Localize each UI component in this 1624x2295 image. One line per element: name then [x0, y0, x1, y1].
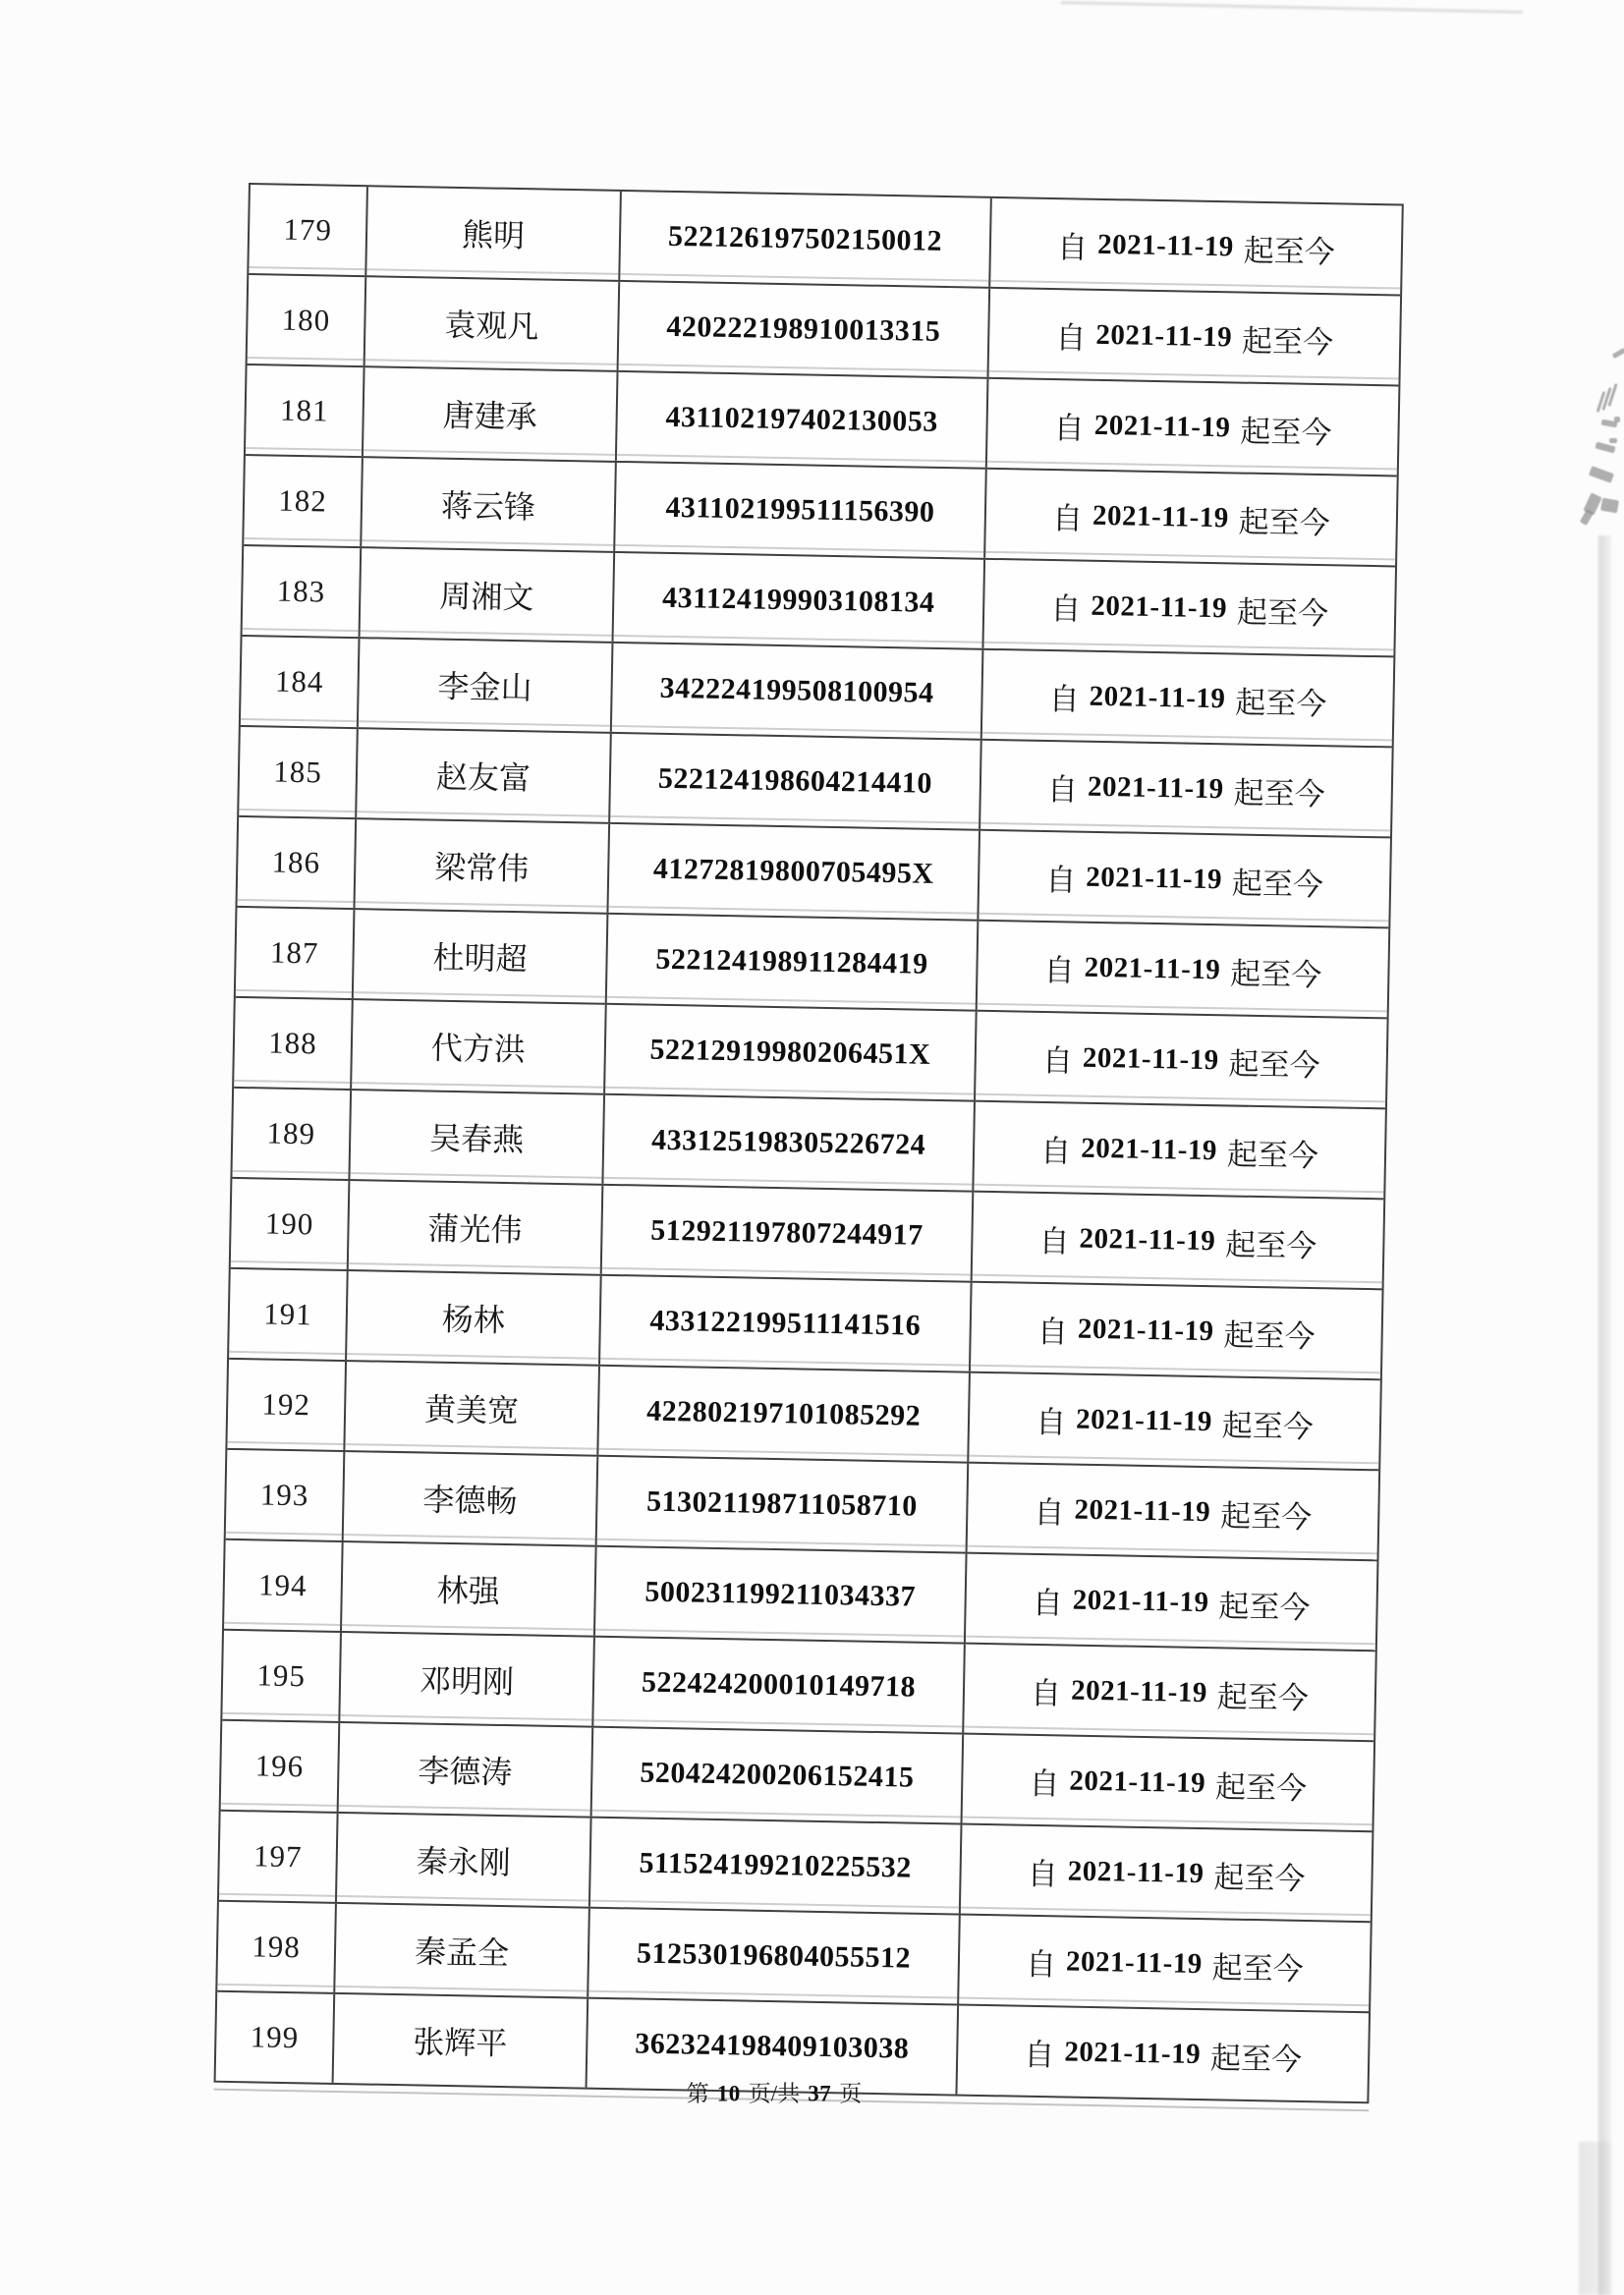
validity-period: 自 2021-11-19 起至今 — [1043, 951, 1322, 992]
scan-artifact-mark — [1609, 438, 1617, 443]
row-index: 195 — [222, 1631, 342, 1721]
person-name: 唐建承 — [364, 367, 619, 461]
validity-period: 自 2021-11-19 起至今 — [1039, 1132, 1319, 1173]
id-number: 362324198409103038 — [588, 1999, 960, 2095]
row-index: 189 — [232, 1089, 352, 1179]
validity-period: 自 2021-11-19 起至今 — [1030, 1674, 1310, 1715]
validity-period: 自 2021-11-19 起至今 — [1036, 1313, 1316, 1354]
validity-period: 自 2021-11-19 起至今 — [1034, 1493, 1313, 1535]
row-index: 183 — [243, 546, 363, 637]
row-index: 184 — [241, 637, 361, 727]
validity-period: 自 2021-11-19 起至今 — [1035, 1403, 1315, 1444]
person-name: 蒲光伟 — [349, 1181, 604, 1274]
row-index: 187 — [236, 908, 356, 998]
row-index: 199 — [216, 1992, 336, 2083]
roster-table — [214, 183, 1404, 2103]
id-number: 513021198711058710 — [597, 1457, 970, 1552]
id-number: 431124199903108134 — [614, 553, 986, 648]
validity-period: 自 2021-11-19 起至今 — [1055, 318, 1334, 360]
scan-artifact-line — [1061, 1, 1523, 14]
row-index: 191 — [229, 1269, 349, 1360]
id-number: 431102199511156390 — [615, 463, 987, 558]
person-name: 杜明超 — [354, 910, 609, 1003]
person-name: 熊明 — [366, 187, 622, 280]
person-name: 邓明刚 — [340, 1633, 595, 1726]
scan-artifact-mark — [1580, 509, 1594, 526]
person-name: 代方洪 — [352, 1000, 607, 1093]
page-footer: 第 10 页/共 37 页 — [686, 2081, 863, 2106]
id-number: 522424200010149718 — [593, 1638, 966, 1733]
row-index: 179 — [249, 185, 368, 275]
person-name: 李金山 — [359, 639, 614, 732]
id-number: 512921197807244917 — [602, 1186, 975, 1281]
scan-artifact-mark — [1612, 348, 1624, 359]
person-name: 袁观凡 — [365, 277, 621, 370]
id-number: 433122199511141516 — [600, 1276, 973, 1371]
person-name: 李德畅 — [344, 1452, 599, 1545]
id-number: 41272819800705495X — [608, 824, 980, 920]
id-number: 522124198604214410 — [610, 734, 982, 829]
validity-period: 自 2021-11-19 起至今 — [1044, 861, 1324, 902]
validity-period: 自 2021-11-19 起至今 — [1046, 770, 1325, 812]
person-name: 吴春燕 — [350, 1091, 605, 1184]
person-name: 张辉平 — [334, 1994, 589, 2088]
row-index: 181 — [246, 365, 365, 456]
row-index: 180 — [248, 275, 367, 365]
scan-artifact-mark — [1589, 466, 1614, 483]
person-name: 林强 — [342, 1542, 597, 1636]
row-index: 186 — [238, 817, 358, 908]
scan-artifact-mark — [1614, 417, 1620, 422]
row-index: 188 — [234, 998, 354, 1089]
person-name: 杨林 — [347, 1271, 602, 1365]
validity-period: 自 2021-11-19 起至今 — [1051, 499, 1331, 540]
validity-period: 自 2021-11-19 起至今 — [1025, 1945, 1305, 1987]
row-index: 197 — [219, 1812, 339, 1902]
id-number: 420222198910013315 — [619, 282, 991, 377]
scan-artifact-mark — [1595, 442, 1615, 454]
validity-period: 自 2021-11-19 起至今 — [1053, 409, 1332, 450]
scan-artifact-band — [1598, 535, 1611, 2295]
validity-period: 自 2021-11-19 起至今 — [1038, 1222, 1317, 1263]
row-index: 198 — [217, 1902, 337, 1992]
row-index: 192 — [227, 1360, 347, 1450]
validity-period: 自 2021-11-19 起至今 — [1032, 1584, 1311, 1625]
person-name: 赵友富 — [357, 729, 612, 822]
person-name: 秦孟全 — [335, 1904, 590, 1997]
id-number: 512530196804055512 — [588, 1909, 961, 2004]
id-number: 500231199211034337 — [595, 1547, 968, 1643]
id-number: 433125198305226724 — [603, 1095, 976, 1191]
id-number: 52212919980206451X — [605, 1005, 978, 1100]
validity-period: 自 2021-11-19 起至今 — [1027, 1855, 1306, 1896]
person-name: 秦永刚 — [337, 1814, 592, 1907]
row-index: 182 — [244, 456, 364, 546]
validity-period: 自 2021-11-19 起至今 — [1056, 228, 1336, 269]
validity-period: 自 2021-11-19 起至今 — [1024, 2036, 1303, 2077]
person-name: 黄美宽 — [345, 1362, 600, 1455]
row-index: 190 — [231, 1179, 351, 1269]
id-number: 342224199508100954 — [612, 644, 984, 739]
validity-period: 自 2021-11-19 起至今 — [1048, 680, 1327, 721]
id-number: 422802197101085292 — [598, 1367, 971, 1462]
row-index: 185 — [239, 727, 359, 817]
scan-artifact-band — [1579, 2142, 1611, 2295]
id-number: 431102197402130053 — [617, 372, 989, 468]
scan-artifact-mark — [1600, 498, 1619, 514]
id-number: 511524199210225532 — [590, 1819, 963, 1914]
person-name: 蒋云锋 — [362, 458, 617, 551]
row-index: 193 — [226, 1450, 346, 1540]
person-name: 周湘文 — [361, 548, 616, 642]
validity-period: 自 2021-11-19 起至今 — [1050, 589, 1329, 631]
row-index: 194 — [224, 1540, 344, 1631]
id-number: 522124198911284419 — [607, 915, 980, 1010]
id-number: 520424200206152415 — [592, 1728, 965, 1823]
person-name: 梁常伟 — [355, 819, 610, 913]
row-index: 196 — [221, 1721, 341, 1812]
validity-period: 自 2021-11-19 起至今 — [1029, 1764, 1308, 1806]
validity-period: 自 2021-11-19 起至今 — [1041, 1041, 1320, 1083]
person-name: 李德涛 — [339, 1723, 594, 1817]
id-number: 522126197502150012 — [620, 192, 992, 287]
